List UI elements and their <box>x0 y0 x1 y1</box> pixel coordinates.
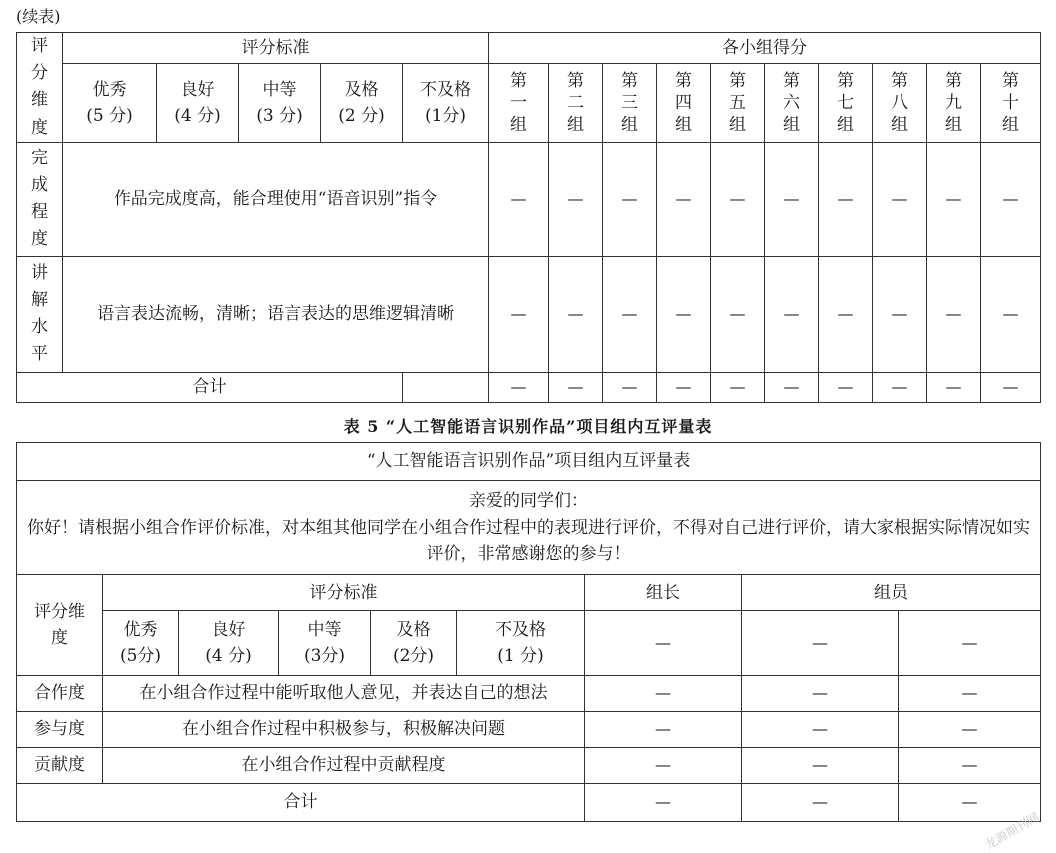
total-score-cell[interactable]: — <box>927 372 981 402</box>
score-cell[interactable]: — <box>711 142 765 256</box>
group-name: 第十组 <box>1002 70 1020 135</box>
level-name: 优秀 <box>92 79 127 100</box>
total-score-cell[interactable]: — <box>873 372 927 402</box>
dimension-header <box>17 33 63 143</box>
group-name: 第七组 <box>837 70 855 135</box>
peer-review-table <box>16 442 1041 822</box>
level-name: 中等 <box>307 619 342 640</box>
peer-table-title: “人工智能语言识别作品”项目组内互评量表 <box>17 443 1041 481</box>
score-cell[interactable]: — <box>765 142 819 256</box>
group-header <box>711 64 765 143</box>
dimension-cell: 参与度 <box>17 711 103 747</box>
watermark: 龙源期刊网 <box>982 810 1042 853</box>
dimension-name: 完成程度 <box>31 147 48 250</box>
leader-header: 组长 <box>585 575 742 611</box>
criteria-cell: 在小组合作过程中积极参与，积极解决问题 <box>103 711 585 747</box>
total-score-cell[interactable]: — <box>899 783 1041 821</box>
level-score: (1分) <box>424 105 467 126</box>
group-score-table <box>16 32 1041 403</box>
level-name: 及格 <box>344 79 379 100</box>
group-name: 第五组 <box>729 70 747 135</box>
score-cell[interactable]: — <box>742 747 899 783</box>
total-score-cell[interactable]: — <box>981 372 1041 402</box>
intro-text: 你好！请根据小组合作评价标准，对本组其他同学在小组合作过程中的表现进行评价，不得对自己进行评价，请大家根据实际情况如实评价，非常感谢您的参与！ <box>27 517 1031 564</box>
dimension-header-text: 评分维度 <box>31 36 48 138</box>
score-cell[interactable]: — <box>489 142 549 256</box>
level-cell <box>321 64 403 143</box>
level-cell <box>103 611 179 675</box>
score-cell[interactable]: — <box>981 256 1041 372</box>
dimension-cell <box>17 142 63 256</box>
score-cell[interactable]: — <box>489 256 549 372</box>
table5-caption: 表 5 “人工智能语言识别作品”项目组内互评量表 <box>343 417 713 436</box>
criteria-cell: 在小组合作过程中能听取他人意见，并表达自己的想法 <box>103 675 585 711</box>
level-score: (3 分) <box>256 105 303 126</box>
level-score: (5 分) <box>86 105 133 126</box>
level-cell <box>457 611 585 675</box>
score-cell[interactable]: — <box>819 142 873 256</box>
group-name: 第一组 <box>510 70 528 135</box>
dimension-cell <box>17 256 63 372</box>
group-header <box>657 64 711 143</box>
total-score-cell[interactable]: — <box>549 372 603 402</box>
group-name: 第八组 <box>891 70 909 135</box>
score-cell[interactable]: — <box>899 747 1041 783</box>
score-cell[interactable]: — <box>899 675 1041 711</box>
score-cell[interactable]: — <box>585 675 742 711</box>
score-cell[interactable]: — <box>585 611 742 675</box>
score-cell[interactable]: — <box>819 256 873 372</box>
level-cell <box>239 64 321 143</box>
level-cell <box>403 64 489 143</box>
criteria-header-2: 评分标准 <box>103 575 585 611</box>
score-cell[interactable]: — <box>549 256 603 372</box>
score-cell[interactable]: — <box>711 256 765 372</box>
score-cell[interactable]: — <box>657 256 711 372</box>
level-score: (4 分) <box>174 105 221 126</box>
score-cell[interactable]: — <box>873 256 927 372</box>
level-cell <box>179 611 279 675</box>
group-name: 第二组 <box>567 70 585 135</box>
score-cell[interactable]: — <box>742 711 899 747</box>
level-score: (2 分) <box>338 105 385 126</box>
level-name: 中等 <box>262 79 297 100</box>
level-cell <box>279 611 371 675</box>
level-score: (1 分) <box>497 646 544 666</box>
level-name: 良好 <box>211 619 246 640</box>
score-cell[interactable]: — <box>899 711 1041 747</box>
score-cell[interactable]: — <box>927 142 981 256</box>
level-cell <box>157 64 239 143</box>
level-score: (3分) <box>303 646 346 666</box>
continued-label: (续表) <box>16 7 61 26</box>
group-header <box>489 64 549 143</box>
score-cell[interactable]: — <box>873 142 927 256</box>
total-score-cell[interactable]: — <box>765 372 819 402</box>
dimension-cell: 贡献度 <box>17 747 103 783</box>
score-cell[interactable]: — <box>603 142 657 256</box>
total-score-cell[interactable]: — <box>742 783 899 821</box>
groups-header: 各小组得分 <box>489 33 1041 64</box>
group-header <box>819 64 873 143</box>
group-header <box>981 64 1041 143</box>
level-cell <box>371 611 457 675</box>
group-header <box>927 64 981 143</box>
group-header <box>549 64 603 143</box>
score-cell[interactable]: — <box>742 675 899 711</box>
criteria-cell: 在小组合作过程中贡献程度 <box>103 747 585 783</box>
criteria-header: 评分标准 <box>63 33 489 64</box>
level-cell <box>63 64 157 143</box>
score-cell[interactable]: — <box>549 142 603 256</box>
group-header <box>603 64 657 143</box>
member-header: 组员 <box>742 575 1041 611</box>
dimension-header-2 <box>17 575 103 675</box>
score-cell[interactable]: — <box>742 611 899 675</box>
level-name: 不及格 <box>495 619 546 640</box>
group-name: 第九组 <box>945 70 963 135</box>
score-cell[interactable]: — <box>585 747 742 783</box>
group-name: 第四组 <box>675 70 693 135</box>
level-score: (2分) <box>392 646 435 666</box>
level-score: (4 分) <box>205 646 252 666</box>
level-score: (5分) <box>119 646 162 666</box>
total-label-2: 合计 <box>17 783 585 821</box>
intro-cell <box>17 481 1041 575</box>
score-cell[interactable]: — <box>927 256 981 372</box>
total-label: 合计 <box>17 372 403 402</box>
score-cell[interactable]: — <box>899 611 1041 675</box>
criteria-cell: 作品完成度高，能合理使用“语音识别”指令 <box>63 142 489 256</box>
score-cell[interactable]: — <box>585 711 742 747</box>
level-name: 良好 <box>180 79 215 100</box>
level-name: 优秀 <box>123 619 158 640</box>
criteria-cell: 语言表达流畅，清晰；语言表达的思维逻辑清晰 <box>63 256 489 372</box>
score-cell[interactable]: — <box>603 256 657 372</box>
dimension-header-2-text: 评分维度 <box>34 601 85 648</box>
total-score-cell[interactable]: — <box>711 372 765 402</box>
group-name: 第六组 <box>783 70 801 135</box>
group-header <box>873 64 927 143</box>
total-score-cell[interactable]: — <box>819 372 873 402</box>
total-score-cell[interactable]: — <box>585 783 742 821</box>
level-name: 不及格 <box>420 79 471 100</box>
total-score-cell[interactable]: — <box>603 372 657 402</box>
level-name: 及格 <box>396 619 431 640</box>
total-score-cell[interactable]: — <box>489 372 549 402</box>
score-cell[interactable]: — <box>981 142 1041 256</box>
total-score-cell[interactable]: — <box>657 372 711 402</box>
dimension-cell: 合作度 <box>17 675 103 711</box>
total-blank-cell <box>403 372 489 402</box>
group-header <box>765 64 819 143</box>
greeting: 亲爱的同学们： <box>469 491 589 512</box>
group-name: 第三组 <box>621 70 639 135</box>
score-cell[interactable]: — <box>657 142 711 256</box>
dimension-name: 讲解水平 <box>31 262 48 365</box>
score-cell[interactable]: — <box>765 256 819 372</box>
